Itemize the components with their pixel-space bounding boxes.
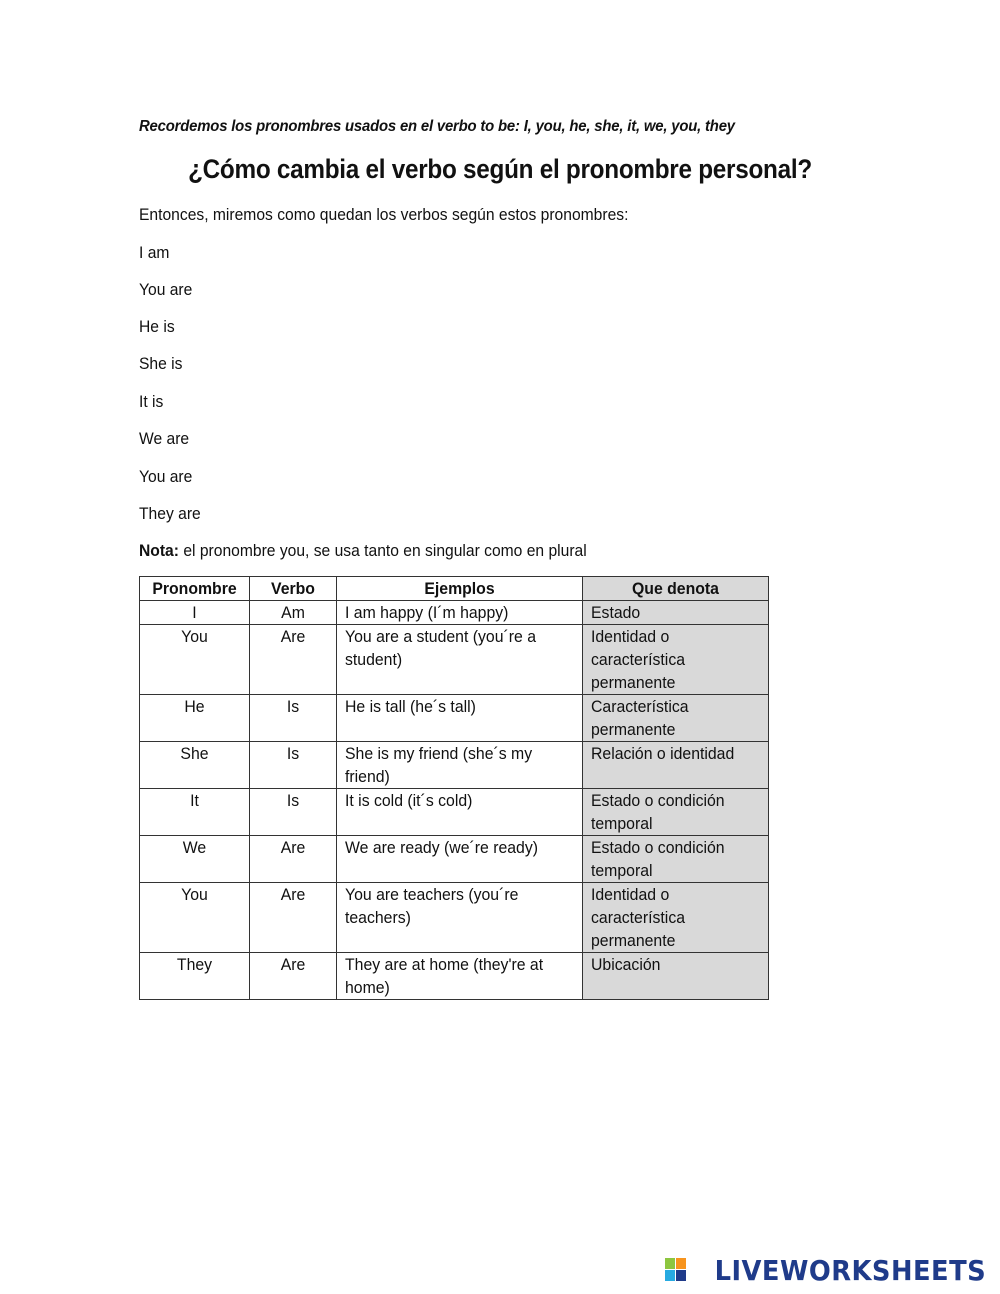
table-row [140,789,769,836]
liveworksheets-logo [665,1254,986,1286]
intro-text: Recordemos los pronombres usados en el verbo to be: I, you, he, she, it, we, you, they [139,118,735,135]
cell-verb: Is [250,789,337,836]
cell-pronoun: He [140,695,250,742]
verb-table [139,576,769,1000]
cell-verb: Are [250,883,337,953]
cell-example: You are a student (you´re a student) [337,625,583,695]
cell-example: You are teachers (you´re teachers) [337,883,583,953]
cell-meaning: Identidad o característica permanente [583,883,769,953]
table-row [140,883,769,953]
page-title: ¿Cómo cambia el verbo según el pronombre personal? [188,154,812,184]
table-row [140,953,769,1000]
conjugation-item: You are [139,280,193,299]
conjugation-item: We are [139,429,190,448]
cell-pronoun: You [140,883,250,953]
conjugation-item: He is [139,317,175,336]
conjugation-item: She is [139,354,183,373]
cell-example: It is cold (it´s cold) [337,789,583,836]
note-label: Nota: [139,541,179,560]
cell-example: She is my friend (she´s my friend) [337,742,583,789]
cell-pronoun: I [140,601,250,625]
note-body: el pronombre you, se usa tanto en singular como en plural [178,541,587,560]
cell-example: They are at home (they're at home) [337,953,583,1000]
cell-meaning: Identidad o característica permanente [583,625,769,695]
conjugation-item: It is [139,392,164,411]
logo-blocks-icon [665,1258,687,1282]
table-row [140,836,769,883]
cell-example: We are ready (we´re ready) [337,836,583,883]
conjugation-item: They are [139,504,201,523]
cell-verb: Are [250,953,337,1000]
header-verbo: Verbo [250,577,337,601]
cell-pronoun: It [140,789,250,836]
table-row [140,601,769,625]
cell-pronoun: She [140,742,250,789]
cell-verb: Are [250,836,337,883]
cell-meaning: Relación o identidad [583,742,769,789]
cell-verb: Are [250,625,337,695]
cell-example: He is tall (he´s tall) [337,695,583,742]
cell-meaning: Estado o condición temporal [583,789,769,836]
table-row [140,742,769,789]
cell-pronoun: We [140,836,250,883]
cell-verb: Is [250,742,337,789]
lead-text: Entonces, miremos como quedan los verbos según estos pronombres: [139,205,629,224]
header-ejemplos: Ejemplos [337,577,583,601]
table-row [140,625,769,695]
cell-verb: Am [250,601,337,625]
cell-verb: Is [250,695,337,742]
cell-meaning: Estado o condición temporal [583,836,769,883]
table-row [140,695,769,742]
cell-meaning: Estado [583,601,769,625]
header-pronombre: Pronombre [140,577,250,601]
cell-meaning: Ubicación [583,953,769,1000]
cell-meaning: Característica permanente [583,695,769,742]
note-text [139,541,587,561]
conjugation-item: I am [139,243,170,262]
cell-pronoun: They [140,953,250,1000]
cell-pronoun: You [140,625,250,695]
header-que-denota: Que denota [583,577,769,601]
conjugation-item: You are [139,467,193,486]
cell-example: I am happy (I´m happy) [337,601,583,625]
table-header-row [140,577,769,601]
logo-wordmark: LIVEWORKSHEETS [714,1253,986,1287]
